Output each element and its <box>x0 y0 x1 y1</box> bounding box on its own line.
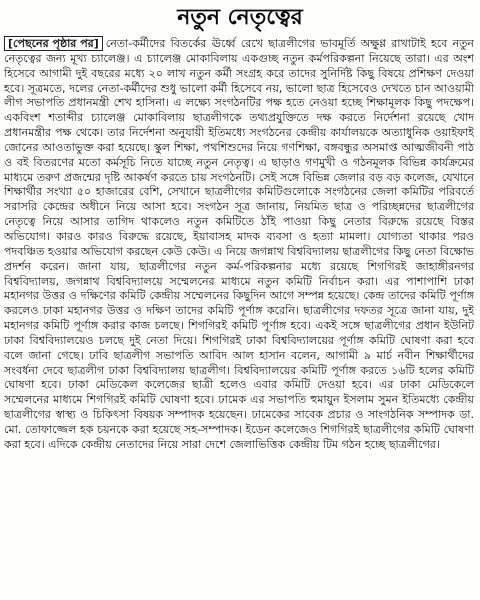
article-headline: নতুন নেতৃত্বের <box>177 5 303 30</box>
article-body <box>4 36 474 598</box>
continuation-tag: [পেছনের পৃষ্ঠার পর] <box>4 36 103 51</box>
article-body-text: নেতা-কর্মীদের বিতর্কের ঊর্ধ্বে রেখে ছাত্রলীগের ভাবমূর্তি অক্ষুণ্ণ রাখাটাই হবে নতুন নেতৃত্বের জন্য মূখ্য চ্যালেঞ্জ। এ চ্যালেঞ্জ মোকাবিলায় একগুচ্ছ নতুন কর্মপরিকল্পনা নিয়েছে তারা। এর অংশ হিসেবে আগামী দুই বছরের মধ্যে ২০ লাখ নতুন কর্মী সংগ্রহ করে তাদের সুনির্দিষ্ট কিছু বিষয়ে প্রশিক্ষণ দেওয়া হবে। সূত্রমতে, দলের নেতা-কর্মীদের শুধু ভালো কর্মী হিসেবে নয়, ভালো ছাত্র হিসেবেও দেখতে চান আওয়ামী লীগ সভাপতি প্রধানমন্ত্রী শেখ হাসিনা। এ লক্ষ্যে সংগঠনটির পক্ষ হতে নেওয়া হচ্ছে শিক্ষামূলক কিছু পদক্ষেপ। একবিংশ শতাব্দীর চ্যালেঞ্জ মোকাবিলায় ছাত্রলীগকে তথ্যপ্রযুক্তিতে দক্ষ করতে নির্দেশনা রয়েছে খোদ প্রধানমন্ত্রীর পক্ষ থেকে। তার নির্দেশনা অনুযায়ী ইতিমধ্যে সংগঠনের কেন্দ্রীয় কার্যালয়কে অত্যাধুনিক ওয়াইফাই জোনের আওতাভুক্ত করা হয়েছে। স্কুল শিক্ষা, পথশিশুদের নিয়ে গণশিক্ষা, বঙ্গবন্ধুর অসমাপ্ত আত্মজীবনী পাঠ ও বই বিতরণের মতো কর্মসূচি নিতে যাচ্ছে নতুন নেতৃত্ব। এ ছাড়াও গণমুখী ও গঠনমূলক বিভিন্ন কার্যক্রমের মাধ্যমে তরুণ প্রজন্মের দৃষ্টি আকর্ষণ করতে চায় সংগঠনটি। সেই সঙ্গে বিভিন্ন জেলার বড় বড় কলেজ, যেখানে শিক্ষার্থীর সংখ্যা ৫০ হাজারের বেশি, সেখানে ছাত্রলীগের কমিটিগুলোকে সংগঠনের জেলা কমিটির পরিবর্তে সরাসরি কেন্দ্রের অধীনে নিয়ে আসা হবে। সংগঠন সূত্র জানায়, নিয়মিত ছাত্র ও পরিচ্ছন্নদের ছাত্রলীগের নেতৃত্বে নিয়ে আসার তাগিদ থাকলেও নতুন কমিটিতে ঠাঁই পাওয়া কিছু নেতার বিরুদ্ধে রয়েছে বিস্তর অভিযোগ। কারও কারও বিরুদ্ধে রয়েছে, ইয়াবাসহ মাদক ব্যবসা ও হত্যা মামলা। যোগ্যতা থাকার পরও পদবঞ্চিত হওয়ার অভিযোগ করছেন কেউ কেউ। এ নিয়ে জগন্নাথ বিশ্ববিদ্যালয় ছাত্রলীগের কিছু নেতা বিক্ষোভ প্রদর্শন করেন। জানা যায়, ছাত্রলীগের নতুন কর্ম-পরিকল্পনার মধ্যে রয়েছে শিগগিরই জাহাঙ্গীরনগর বিশ্ববিদ্যালয়, জগন্নাথ বিশ্ববিদ্যালয়ে সম্মেলনের মাধ্যমে নতুন কমিটি নির্বাচন করা। এর পাশাপাশি ঢাকা মহানগর উত্তর ও দক্ষিণের কমিটি কেন্দ্রীয় সম্মেলনের কিছুদিন আগে সম্পন্ন হয়েছে। কেন্দ্র তাদের কমিটি পূর্ণাঙ্গ করলেও ঢাকা মহানগর উত্তর ও দক্ষিণ তাদের কমিটি পূর্ণাঙ্গ করেনি। ছাত্রলীগের দফতর সূত্রে জানা যায়, দুই মহানগর কমিটি পূর্ণাঙ্গ করার কাজ চলছে। শিগগিরই কমিটি পূর্ণাঙ্গ হবে। একই সঙ্গে ছাত্রলীগের প্রধান ইউনিট ঢাকা বিশ্ববিদ্যালয়েও চলছে দুই নেতা দিয়ে। শিগগিরই ঢাকা বিশ্ববিদ্যালয়ের পূর্ণাঙ্গ কমিটি ঘোষণা করা হবে বলে জানা গেছে। ঢাবি ছাত্রলীগ সভাপতি আবিদ আল হাসান বলেন, আগামী ৯ মার্চ নবীন শিক্ষার্থীদের সংবর্ধনা দেবে ছাত্রলীগ ঢাকা বিশ্ববিদ্যালয় ছাত্রলীগ। বিশ্ববিদ্যালয়ের কমিটি পূর্ণাঙ্গ করতে ১৬টি হলের কমিটি ঘোষণা হবে। ঢাকা মেডিকেল কলেজের ছাত্রী হলেও এবার কমিটি দেওয়া হবে। এর ঢাকা মেডিকেলে সম্মেলনের মাধ্যমে শিগগিরই কমিটি ঘোষণা হবে। ঢামেক এর সভাপতি হুমায়ুন ইসলাম সুমন ইতিমধ্যে কেন্দ্রীয় ছাত্রলীগের স্বাস্থ্য ও চিকিৎসা বিষয়ক সম্পাদক হয়েছেন। ঢামেকের সাবেক প্রচার ও সাংগঠনিক সম্পাদক ডা. মো. তোফাজ্জেল হক চয়নকে করা হয়েছে সহ-সম্পাদক। ইডেন কলেজেও শিগগিরই ছাত্রলীগের কমিটি ঘোষণা করা হবে। এদিকে কেন্দ্রীয় নেতাদের নিয়ে সারা দেশে জেলাভিত্তিক কেন্দ্রীয় টিম গঠন হচ্ছে ছাত্রলীগের। <box>4 37 474 451</box>
